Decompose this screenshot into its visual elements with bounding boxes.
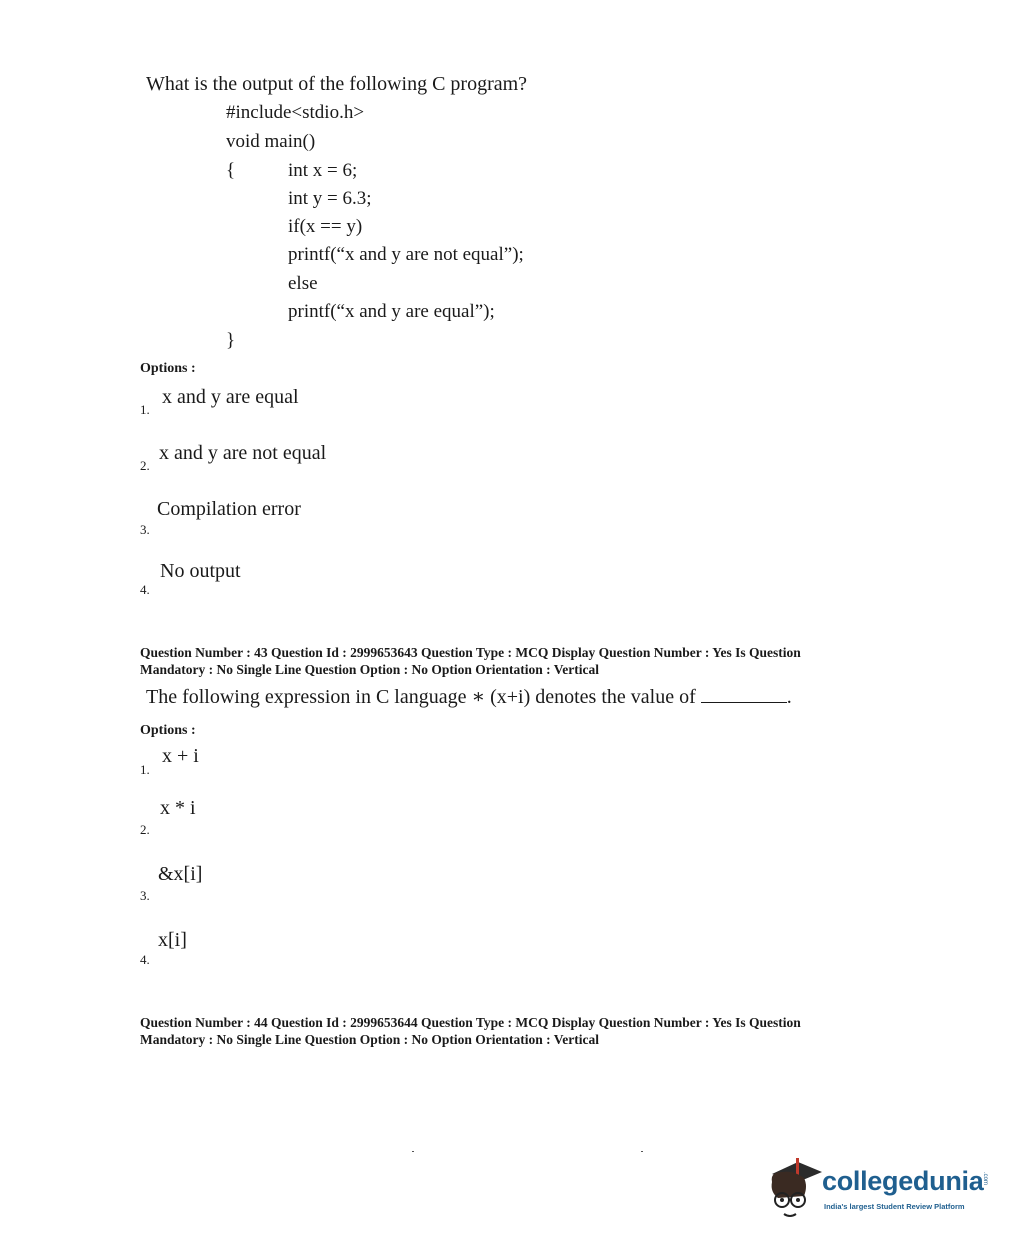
option-text: x + i: [162, 745, 199, 767]
option-number: 4.: [140, 582, 150, 597]
code-line-if: if(x == y): [288, 216, 363, 237]
option-number: 4.: [140, 952, 150, 967]
options-label: Options :: [140, 723, 196, 738]
question-44-meta: [140, 1014, 880, 1048]
question-meta-line: Question Number : 43 Question Id : 2999653643 Question Type : MCQ Display Question Number : Yes Is Question: [140, 645, 801, 660]
question-43-text: [146, 684, 792, 709]
code-line-printf-not-equal: printf(“x and y are not equal”);: [288, 244, 524, 265]
question-43-meta: [140, 644, 880, 678]
code-line-include: #include<stdio.h>: [226, 102, 365, 123]
code-line-open-brace: {: [226, 160, 236, 181]
options-label: Options :: [140, 361, 196, 376]
question-42-text: What is the output of the following C program?: [146, 73, 528, 95]
question-meta-line: Mandatory : No Single Line Question Option : No Option Orientation : Vertical: [140, 1032, 600, 1047]
answer-blank: [701, 686, 787, 703]
option-number: 3.: [140, 888, 150, 903]
question-meta-line: Mandatory : No Single Line Question Option : No Option Orientation : Vertical: [140, 662, 600, 677]
mascot-icon: [764, 1152, 824, 1224]
option-text: Compilation error: [157, 498, 301, 520]
option-text: &x[i]: [158, 863, 203, 885]
code-line-printf-equal: printf(“x and y are equal”);: [288, 301, 495, 322]
scan-mark: [412, 1151, 414, 1152]
option-text: x and y are not equal: [159, 442, 327, 464]
option-number: 1.: [140, 762, 150, 777]
option-text: No output: [160, 560, 241, 582]
option-text: x and y are equal: [162, 386, 299, 408]
scan-mark: [641, 1151, 643, 1152]
question-text: The following expression in C language ∗ (x+i) denotes the value of: [146, 686, 696, 708]
code-line-int-y: int y = 6.3;: [288, 188, 372, 209]
code-line-else: else: [288, 273, 318, 294]
option-number: 1.: [140, 402, 150, 417]
option-number: 2.: [140, 458, 150, 473]
question-text-end: .: [786, 686, 792, 708]
option-number: 3.: [140, 522, 150, 537]
code-line-close-brace: }: [226, 330, 236, 351]
collegedunia-logo[interactable]: [764, 1152, 994, 1224]
question-meta-line: Question Number : 44 Question Id : 2999653644 Question Type : MCQ Display Question Number : Yes Is Question: [140, 1015, 801, 1030]
brand-name: collegedunia: [822, 1166, 984, 1196]
code-line-int-x: int x = 6;: [288, 160, 358, 181]
brand-tagline: India's largest Student Review Platform: [824, 1202, 965, 1211]
option-text: x[i]: [158, 929, 187, 951]
code-line-main: void main(): [226, 131, 316, 152]
brand-domain: .com: [982, 1172, 988, 1186]
option-number: 2.: [140, 822, 150, 837]
option-text: x * i: [160, 797, 196, 819]
